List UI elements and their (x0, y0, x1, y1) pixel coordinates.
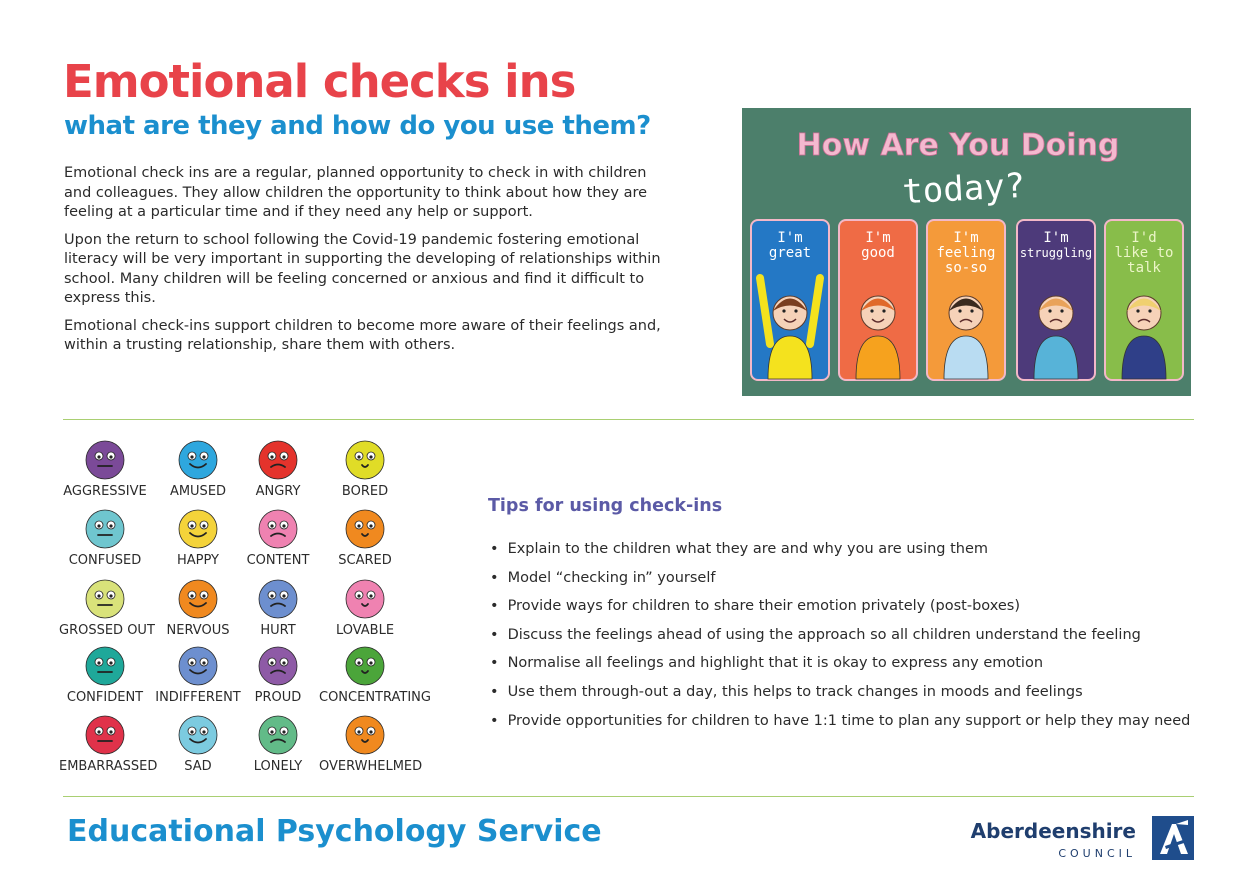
logo-sub: COUNCIL (1058, 847, 1136, 860)
tip-item: • Use them through-out a day, this helps to track changes in moods and feelings (490, 678, 1190, 707)
emotion-face (232, 646, 324, 708)
face-icon (178, 440, 218, 480)
face-icon (178, 579, 218, 619)
face-icon (85, 579, 125, 619)
emotion-face (152, 509, 244, 571)
emotion-face (59, 715, 158, 777)
divider-top (63, 419, 1194, 420)
emotion-face (152, 646, 244, 708)
intro-paragraph: Emotional check ins are a regular, planned opportunity to check in with children and colleagues. They allow children the opportunity to think about how they are feeling at a particular time and if they need any help or support. (64, 165, 648, 220)
face-icon (85, 509, 125, 549)
poster-card (927, 220, 1005, 380)
emotion-label: OVERWHELMED (319, 759, 423, 774)
emotion-face (319, 579, 411, 641)
emotion-label: HAPPY (176, 553, 219, 568)
emotion-face (319, 440, 411, 502)
poster-card-label: talk (1127, 260, 1161, 276)
emotion-face (232, 440, 324, 502)
tip-item: • Normalise all feelings and highlight that it is okay to express any emotion (490, 649, 1190, 678)
intro-paragraph: Emotional check-ins support children to become more aware of their feelings and, within a trusting relationship, share them with others. (64, 317, 661, 353)
poster-card-label: great (768, 245, 812, 261)
emotion-label: GROSSED OUT (59, 623, 155, 638)
poster-card (1105, 220, 1183, 380)
emotion-face (152, 579, 244, 641)
emotion-face (59, 509, 151, 571)
tip-item: • Discuss the feelings ahead of using the approach so all children understand the feeling (490, 621, 1190, 650)
emotion-label: CONFUSED (68, 553, 142, 568)
poster-card (751, 220, 829, 380)
poster-card-label: feeling (936, 245, 996, 261)
page-subtitle: what are they and how do you use them? (64, 111, 651, 141)
emotion-faces-grid (50, 440, 435, 785)
divider-bottom (63, 796, 1194, 797)
emotion-label: BORED (341, 484, 389, 499)
emotion-face (319, 509, 411, 571)
emotion-label: CONFIDENT (66, 690, 144, 705)
emotion-face (59, 579, 155, 641)
emotion-face (319, 646, 431, 708)
face-icon (258, 440, 298, 480)
face-icon (178, 715, 218, 755)
emotion-label: LOVABLE (335, 623, 395, 638)
face-icon (85, 646, 125, 686)
face-icon (345, 715, 385, 755)
logo-name: Aberdeenshire (970, 819, 1136, 843)
poster-illustration (742, 108, 1191, 396)
emotion-label: INDIFFERENT (155, 690, 241, 705)
tip-item: • Provide opportunities for children to have 1:1 time to plan any support or help they may need (490, 707, 1190, 736)
poster-card (839, 220, 917, 380)
how-are-you-poster (742, 108, 1191, 396)
poster-card-label: I'd (1131, 230, 1157, 246)
emotion-face (232, 579, 324, 641)
emotion-label: CONTENT (246, 553, 310, 568)
poster-card-label: I'm (777, 230, 803, 246)
face-icon (258, 509, 298, 549)
emotion-label: NERVOUS (166, 623, 230, 638)
emotion-face (59, 440, 151, 502)
emotion-label: ANGRY (255, 484, 301, 499)
face-icon (345, 646, 385, 686)
emotion-label: LONELY (253, 759, 303, 774)
poster-card (1017, 220, 1095, 380)
tip-item: • Explain to the children what they are and why you are using them (490, 535, 1190, 564)
poster-card-label: like to (1114, 245, 1174, 261)
emotion-face (232, 509, 324, 571)
poster-heading-today: today? (901, 165, 1027, 213)
face-icon (345, 509, 385, 549)
tip-item: • Provide ways for children to share their emotion privately (post-boxes) (490, 592, 1190, 621)
poster-card-label: I'm (953, 230, 979, 246)
emotion-label: CONCENTRATING (319, 690, 431, 705)
poster-card-label: I'm (865, 230, 891, 246)
intro-paragraph: Upon the return to school following the Covid-19 pandemic fostering emotional literacy will be very important in supporting the developing of relationships within school. Many children will be feeling concerned or anxious and find it difficult to express this. (64, 231, 661, 306)
tip-item: • Model “checking in” yourself (490, 564, 1190, 593)
poster-card-label: so-so (944, 260, 988, 276)
poster-heading: How Are You Doing (796, 128, 1120, 163)
face-icon (258, 715, 298, 755)
tips-title: Tips for using check-ins (488, 496, 723, 516)
page-title: Emotional checks ins (63, 55, 576, 108)
emotion-face (59, 646, 151, 708)
emotion-label: SAD (184, 759, 212, 774)
face-icon (85, 440, 125, 480)
emotion-label: AMUSED (169, 484, 227, 499)
poster-card-label: struggling (1019, 246, 1093, 260)
poster-card-label: I'm (1043, 230, 1069, 246)
council-crest-icon (1152, 816, 1194, 860)
tips-list (490, 535, 1190, 735)
aberdeenshire-logo (970, 816, 1198, 866)
face-icon (345, 579, 385, 619)
face-icon (345, 440, 385, 480)
emotion-face (152, 715, 244, 777)
emotion-face (152, 440, 244, 502)
emotion-label: EMBARRASSED (59, 759, 158, 774)
face-icon (258, 646, 298, 686)
emotion-face (232, 715, 324, 777)
emotion-label: AGGRESSIVE (63, 484, 147, 499)
intro-text (64, 164, 664, 364)
poster-card-label: good (861, 245, 895, 261)
face-icon (85, 715, 125, 755)
footer-service-name: Educational Psychology Service (67, 814, 602, 849)
emotion-label: HURT (260, 623, 296, 638)
emotion-label: SCARED (338, 553, 392, 568)
face-icon (178, 509, 218, 549)
face-icon (178, 646, 218, 686)
emotion-face (319, 715, 423, 777)
face-icon (258, 579, 298, 619)
emotion-label: PROUD (254, 690, 302, 705)
